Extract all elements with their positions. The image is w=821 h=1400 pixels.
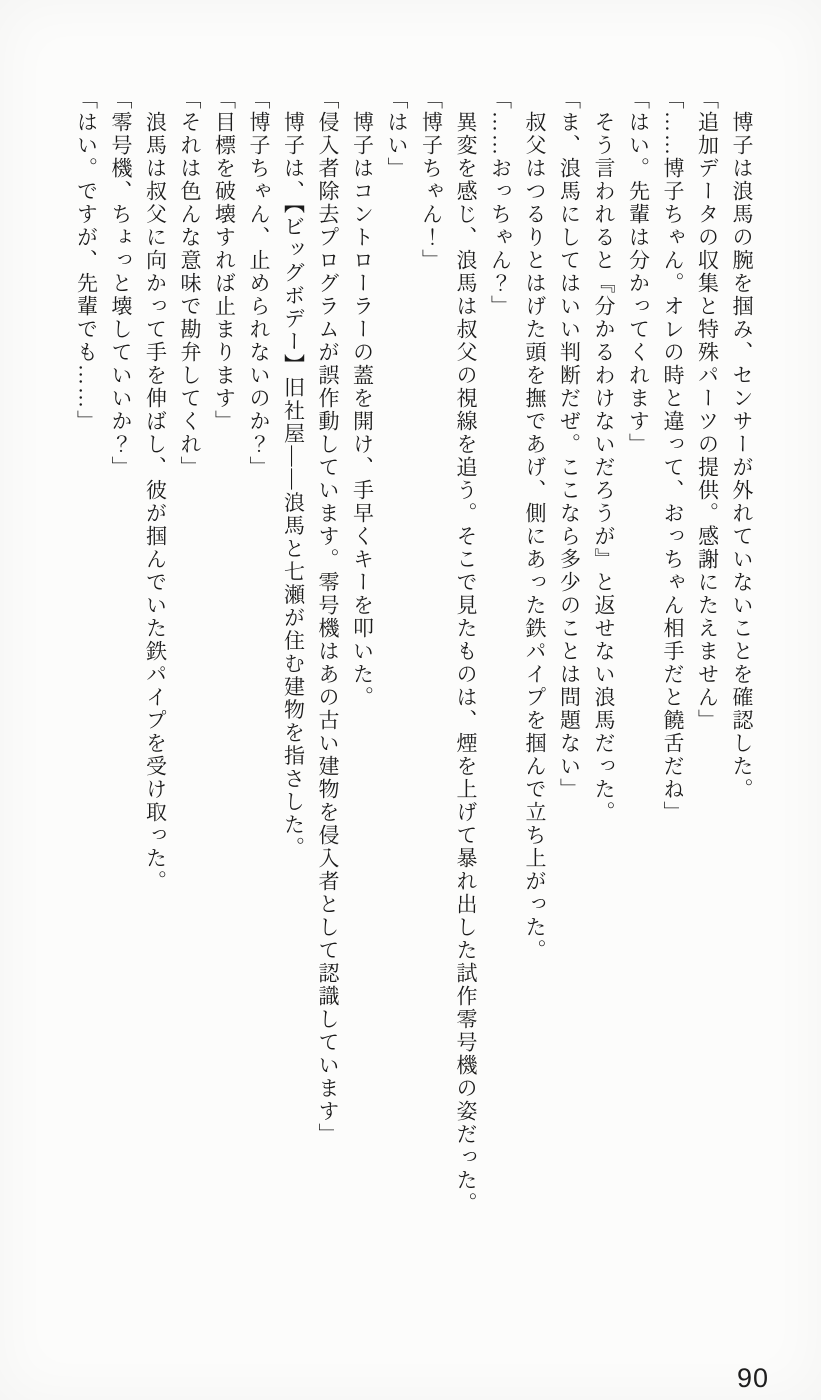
paragraph: 異変を感じ、浪馬は叔父の視線を追う。そこで見たものは、煙を上げて暴れ出した試作零号機の姿だった。 [454,88,478,1215]
paragraph: 博子はコントローラーの蓋を開け、手早くキーを叩いた。 [350,88,375,709]
paragraph: 博子は、【ビッグボデー】旧社屋――浪馬と七瀬が住む建物を指さした。 [281,88,306,860]
paragraph: 「はい」 [385,88,409,180]
paragraph: 「博子ちゃん！」 [419,88,444,272]
paragraph: 「目標を破壊すれば止まります」 [212,88,237,433]
paragraph: 「はい。ですが、先輩でも……」 [74,88,99,433]
paragraph: 博子は浪馬の腕を掴み、センサーが外れていないことを確認した。 [730,88,754,801]
paragraph: 「博子ちゃん、止められないのか？」 [247,88,271,479]
paragraph: 「侵入者除去プログラムが誤作動しています。零号機はあの古い建物を侵入者として認識しています」 [316,88,340,1146]
paragraph: そう言われると『分かるわけないだろうが』と返せない浪馬だった。 [592,88,616,824]
paragraph: 「……おっちゃん？」 [488,88,513,318]
paragraph: 「零号機、ちょっと壊していいか？」 [109,88,133,479]
paragraph: 浪馬は叔父に向かって手を伸ばし、彼が掴んでいた鉄パイプを受け取った。 [143,88,168,893]
page-number: 90 [736,1363,769,1393]
paragraph: 「追加データの収集と特殊パーツの提供。感謝にたえません」 [695,88,720,732]
paragraph: 「ま、浪馬にしてはいい判断だぜ。ここなら多少のことは問題ない」 [557,88,582,801]
vertical-text-block [59,88,759,1256]
paragraph: 「はい。先輩は分かってくれます」 [626,88,651,456]
paragraph: 「……博子ちゃん。オレの時と違って、おっちゃん相手だと饒舌だね」 [661,88,685,824]
paragraph: 「それは色んな意味で勘弁してくれ」 [178,88,202,479]
paragraph: 叔父はつるりとはげた頭を撫であげ、側にあった鉄パイプを掴んで立ち上がった。 [523,88,547,962]
